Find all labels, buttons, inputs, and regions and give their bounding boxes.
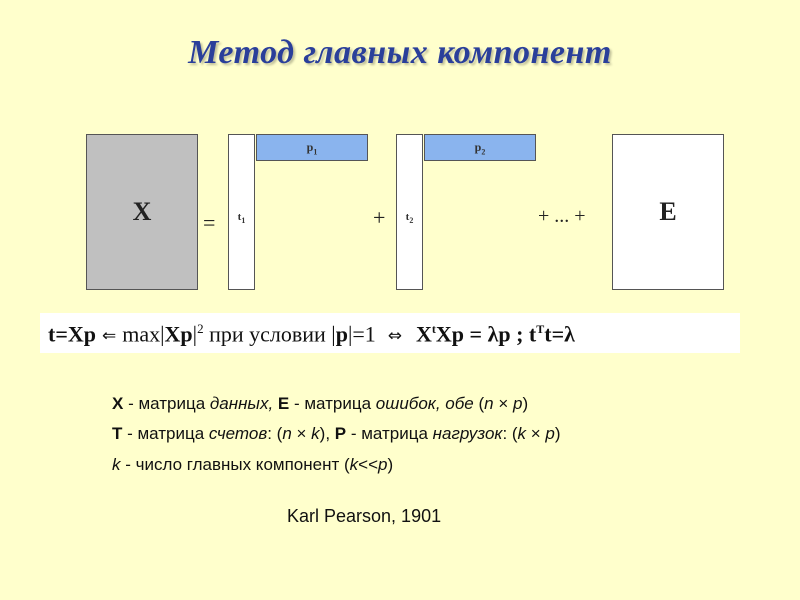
matrix-e	[612, 134, 724, 290]
matrix-x-label: X	[132, 197, 152, 226]
formula: t=Xp ⇐ $\max|Xp|^2$ при условии |p|=1 ⇔ $X^tXp = \lambda p$ ; $t^Tt=\lambda$	[48, 321, 575, 347]
author-citation: Karl Pearson, 1901	[287, 506, 442, 526]
t1-label: $t_1$	[237, 211, 246, 226]
plus-sign: +	[373, 205, 386, 230]
slide-title: Метод главных компонент	[188, 34, 612, 71]
t2-label: $t_2$	[405, 211, 414, 226]
arrow-both-icon: ⇔	[387, 326, 403, 347]
score-vector-t1	[228, 134, 255, 290]
description-line-1: X - матрица данных, E - матрица ошибок, обе (n × p)	[112, 394, 529, 413]
plus-ellipsis: + ... +	[538, 205, 586, 227]
description-line-2: T - матрица счетов: (n × k), P - матрица нагрузок: (k × p)	[112, 424, 561, 443]
p1-label: $p_1$	[306, 140, 318, 157]
p2-label: $p_2$	[474, 140, 486, 157]
loading-vector-p1	[256, 134, 368, 161]
equals-sign: =	[203, 210, 216, 235]
arrow-left-icon: ⇐	[102, 326, 117, 347]
description-line-3: k - число главных компонент (k<<p)	[112, 455, 394, 474]
score-vector-t2	[396, 134, 423, 290]
loading-vector-p2	[424, 134, 536, 161]
matrix-e-label: E	[659, 197, 677, 226]
matrix-x	[86, 134, 198, 290]
